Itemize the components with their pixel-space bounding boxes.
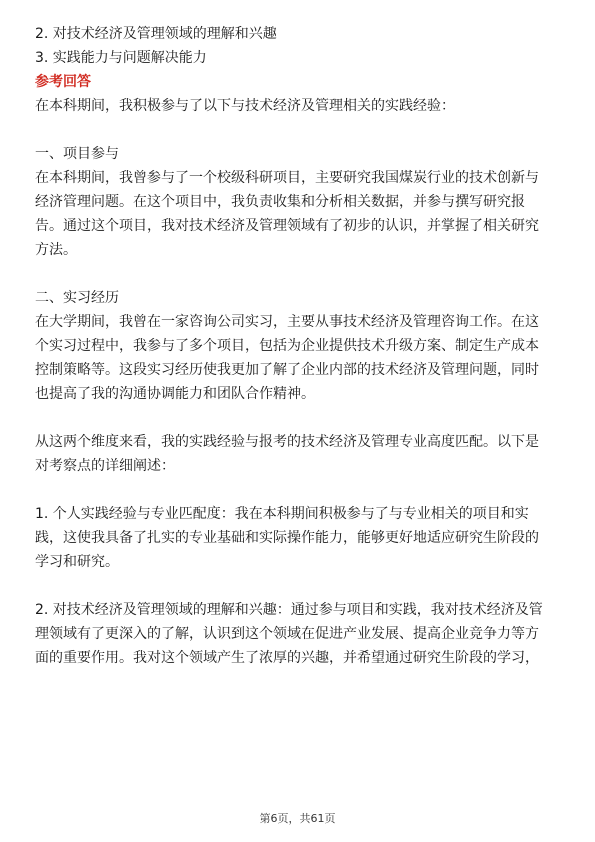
intro-paragraph: 在本科期间，我积极参与了以下与技术经济及管理相关的实践经验： [35, 98, 455, 114]
page-number: 第6页，共61页 [259, 812, 336, 825]
point2-line: 理领域有了更深入的了解，认识到这个领域在促进产业发展、提高企业竞争力等方 [35, 626, 539, 642]
point2-line: 面的重要作用。我对这个领域产生了浓厚的兴趣，并希望通过研究生阶段的学习， [35, 650, 539, 666]
top-item-2: 2. 对技术经济及管理领域的理解和兴趣 [35, 26, 277, 42]
spacer [35, 406, 565, 430]
point1-line: 学习和研究。 [35, 554, 119, 570]
section2-line: 控制策略等。这段实习经历使我更加了解了企业内部的技术经济及管理问题，同时 [35, 362, 539, 378]
section2-title: 二、实习经历 [35, 290, 119, 306]
point1-line: 践，这使我具备了扎实的专业基础和实际操作能力，能够更好地适应研究生阶段的 [35, 530, 539, 546]
answer-heading: 参考回答 [35, 74, 91, 90]
point1-line: 1. 个人实践经验与专业匹配度：我在本科期间积极参与了与专业相关的项目和实 [35, 506, 529, 522]
section1-line: 经济管理问题。在这个项目中，我负责收集和分析相关数据，并参与撰写研究报 [35, 194, 525, 210]
document-body [35, 22, 565, 670]
section1-title: 一、项目参与 [35, 146, 119, 162]
point2-line: 2. 对技术经济及管理领域的理解和兴趣：通过参与项目和实践，我对技术经济及管 [35, 602, 543, 618]
spacer [35, 262, 565, 286]
top-item-3: 3. 实践能力与问题解决能力 [35, 50, 207, 66]
summary-line: 从这两个维度来看，我的实践经验与报考的技术经济及管理专业高度匹配。以下是 [35, 434, 539, 450]
summary-line: 对考察点的详细阐述： [35, 458, 175, 474]
section2-line: 个实习过程中，我参与了多个项目，包括为企业提供技术升级方案、制定生产成本 [35, 338, 539, 354]
spacer [35, 118, 565, 142]
section2-line: 也提高了我的沟通协调能力和团队合作精神。 [35, 386, 315, 402]
section2-line: 在大学期间，我曾在一家咨询公司实习，主要从事技术经济及管理咨询工作。在这 [35, 314, 539, 330]
spacer [35, 574, 565, 598]
section1-line: 方法。 [35, 242, 77, 258]
section1-line: 在本科期间，我曾参与了一个校级科研项目，主要研究我国煤炭行业的技术创新与 [35, 170, 539, 186]
section1-line: 告。通过这个项目，我对技术经济及管理领域有了初步的认识，并掌握了相关研究 [35, 218, 539, 234]
spacer [35, 478, 565, 502]
